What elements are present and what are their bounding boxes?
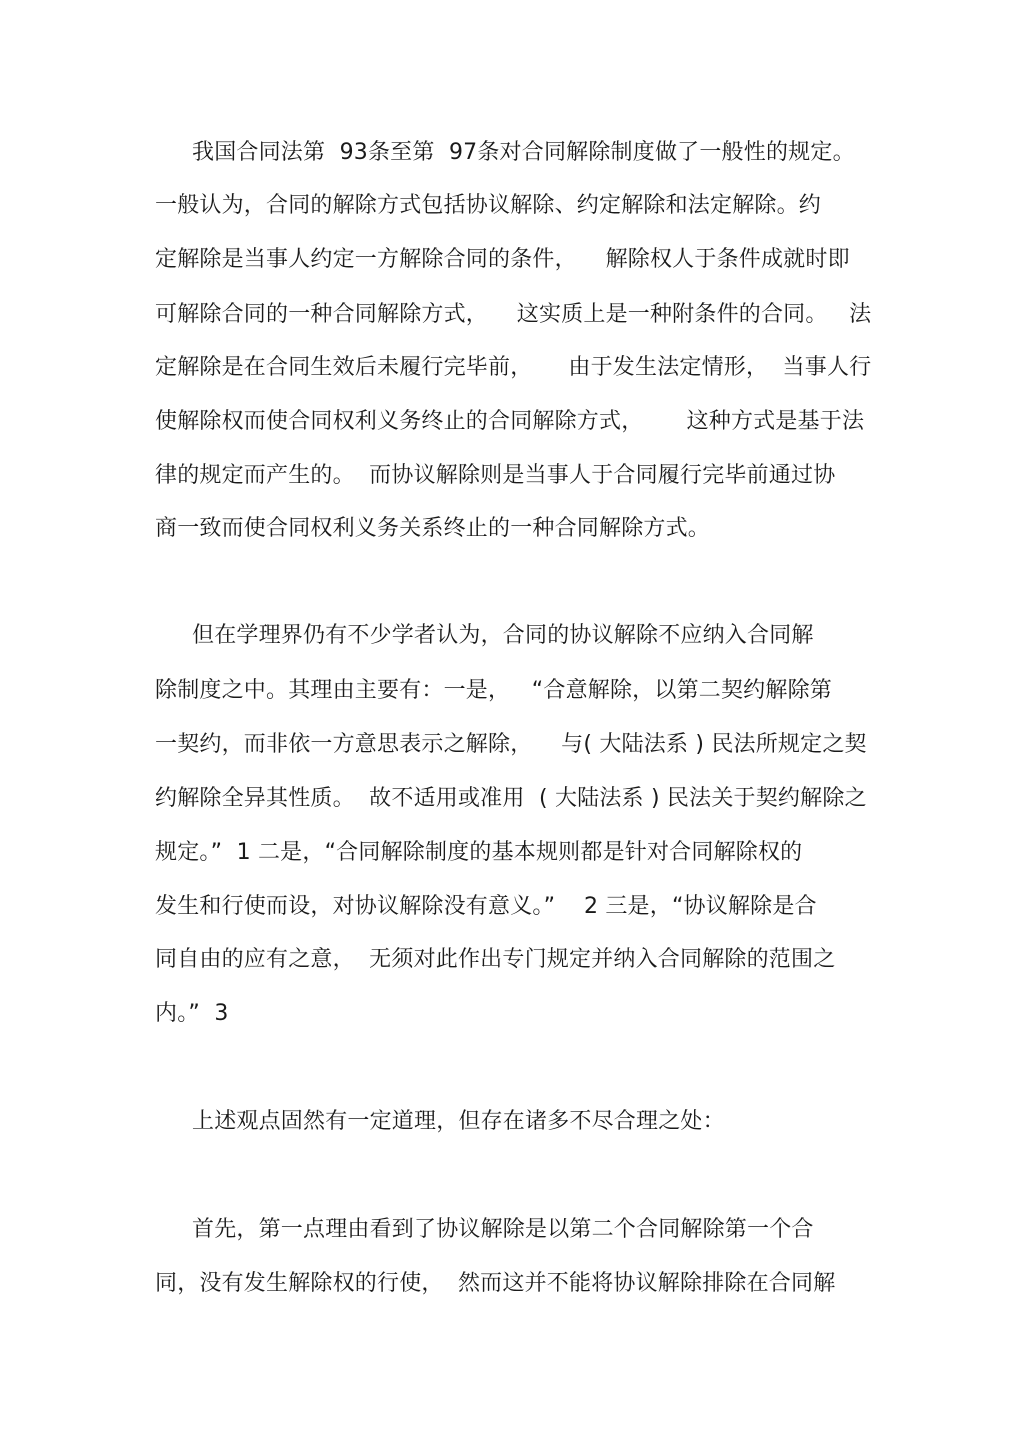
paragraph-1-line-7: 律的规定而产生的。 而协议解除则是当事人于合同履行完毕前通过协 [155, 463, 836, 488]
paragraph-2-line-4: 约解除全异其性质。 故不适用或准用 ( 大陆法系 ) 民法关于契约解除之 [155, 786, 867, 811]
paragraph-3-line-1: 上述观点固然有一定道理，但存在诸多不尽合理之处： [192, 1109, 725, 1134]
paragraph-4-line-1: 首先，第一点理由看到了协议解除是以第二个合同解除第一个合 [192, 1217, 814, 1242]
paragraph-1-line-8: 商一致而使合同权利义务关系终止的一种合同解除方式。 [155, 516, 711, 541]
paragraph-4-line-2: 同，没有发生解除权的行使， 然而这并不能将协议解除排除在合同解 [155, 1271, 836, 1296]
paragraph-2-line-3: 一契约，而非依一方意思表示之解除， 与( 大陆法系 ) 民法所规定之契 [155, 732, 867, 757]
paragraph-2-line-1: 但在学理界仍有不少学者认为，合同的协议解除不应纳入合同解 [192, 623, 814, 648]
paragraph-1-line-2: 一般认为，合同的解除方式包括协议解除、约定解除和法定解除。约 [155, 193, 822, 218]
paragraph-1-line-6: 使解除权而使合同权利义务终止的合同解除方式， 这种方式是基于法 [155, 409, 865, 434]
paragraph-2-line-8: 内。” 3 [155, 1001, 229, 1026]
paragraph-1-line-4: 可解除合同的一种合同解除方式， 这实质上是一种附条件的合同。 法 [155, 302, 872, 327]
paragraph-2-line-2: 除制度之中。其理由主要有：一是， “合意解除，以第二契约解除第 [155, 678, 832, 703]
paragraph-2-line-6: 发生和行使而设，对协议解除没有意义。” 2 三是，“协议解除是合 [155, 894, 817, 919]
paragraph-1-line-3: 定解除是当事人约定一方解除合同的条件， 解除权人于条件成就时即 [155, 247, 850, 272]
paragraph-1-line-5: 定解除是在合同生效后未履行完毕前， 由于发生法定情形， 当事人行 [155, 355, 872, 380]
paragraph-2-line-7: 同自由的应有之意， 无须对此作出专门规定并纳入合同解除的范围之 [155, 947, 836, 972]
paragraph-2-line-5: 规定。” 1 二是，“合同解除制度的基本规则都是针对合同解除权的 [155, 840, 803, 865]
paragraph-1-line-1: 我国合同法第 93条至第 97条对合同解除制度做了一般性的规定。 [192, 140, 855, 165]
